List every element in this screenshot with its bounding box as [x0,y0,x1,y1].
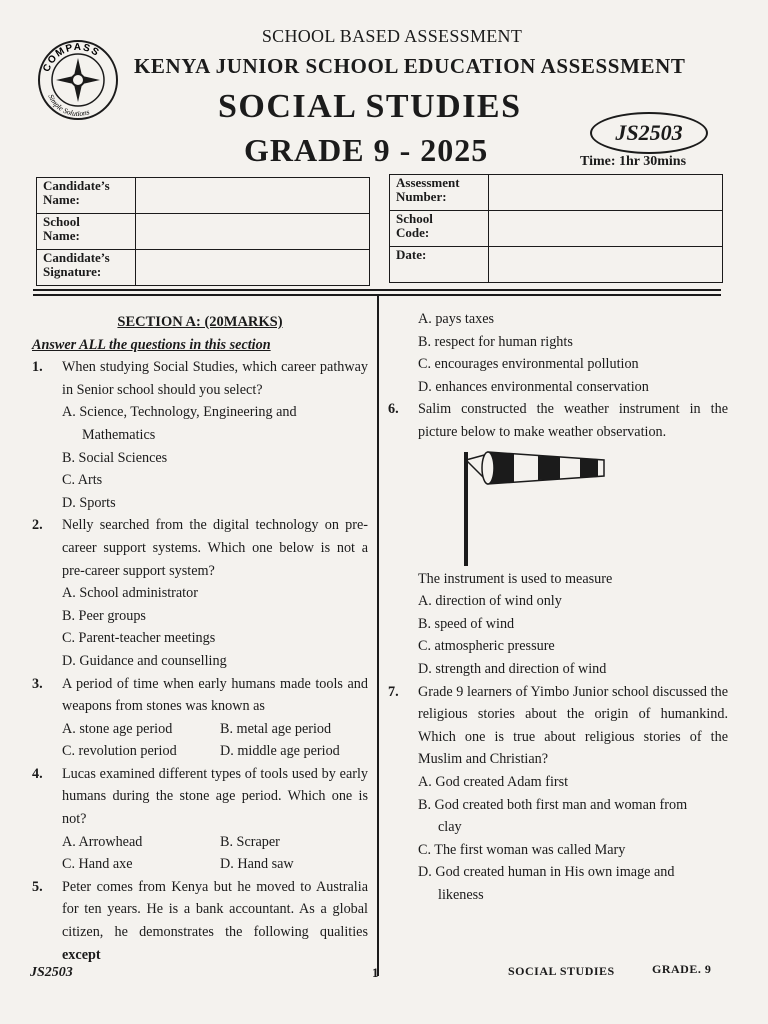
time-allowed: Time: 1hr 30mins [580,154,687,169]
options-row [32,853,368,876]
question-stem: The instrument is used to measure [418,570,613,587]
footer-subject: SOCIAL STUDIES [508,964,615,978]
question-5 [32,876,368,966]
school-code-field[interactable] [489,211,723,247]
option-b: B. God created both first man and woman from clay [418,796,688,836]
options-row [32,718,368,741]
field-label: Candidate’s Name: [37,178,136,214]
option-b: B. Social Sciences [62,449,168,466]
question-text: Salim constructed the weather instrument in the picture below to make weather observation. [418,401,728,440]
option-c: C. Parent-teacher meetings [62,630,216,647]
question-number: 1. [32,359,43,376]
section-instruction: Answer ALL the questions in this section [32,336,271,353]
option-c: C. atmospheric pressure [418,638,555,655]
question-number: 3. [32,675,43,692]
question-7 [388,681,728,771]
option-c: C. Arts [62,472,103,489]
signature-row [37,250,370,286]
question-2 [32,514,368,582]
option-b: B. Scraper [220,833,280,850]
subject-title: SOCIAL STUDIES [218,88,522,125]
option-a: A. God created Adam first [418,773,569,790]
question-number: 5. [32,878,43,895]
question-4 [32,763,368,831]
question-number: 4. [32,765,43,782]
option-a: A. Arrowhead [62,833,143,850]
option-c: C. Hand axe [62,856,133,873]
question-text: A period of time when early humans made tools and weapons from stones was known as [62,675,368,715]
options-row [32,740,368,763]
option-a: A. Science, Technology, Engineering and Mathematics [62,404,297,443]
school-name-row [37,214,370,250]
candidate-info-table [36,177,370,286]
school-name-field[interactable] [136,214,370,250]
option-c: C. encourages environmental pollution [418,356,639,373]
right-column [388,308,728,906]
column-divider [377,296,379,976]
option-c: C. The first woman was called Mary [418,841,626,858]
grade-year: GRADE 9 - 2025 [244,132,489,168]
footer-paper-code: JS2503 [30,965,73,980]
option-b: B. Peer groups [62,607,146,624]
option-d: D. Guidance and counselling [62,652,227,669]
field-label: Assessment Number: [390,175,489,211]
assessment-number-field[interactable] [489,175,723,211]
footer-grade: GRADE. 9 [652,962,712,976]
field-label: School Code: [390,211,489,247]
question-text: Grade 9 learners of Yimbo Junior school discussed the religious stories about the origin of humankind. Which one is true about religious stories of the Muslim and Christian? [418,683,728,768]
section-title: SECTION A: (20MARKS) [117,314,283,330]
question-text: Peter comes from Kenya but he moved to Australia for ten years. He is a bank accountant. As a global citizen, he demonstrates the following qualities [62,878,368,941]
candidate-name-row [37,178,370,214]
option-a: A. direction of wind only [418,593,562,610]
organization-title: KENYA JUNIOR SCHOOL EDUCATION ASSESSMENT [134,54,686,78]
question-6 [388,398,728,443]
option-a: A. pays taxes [418,311,495,327]
compass-logo [36,38,120,122]
field-label: School Name: [37,214,136,250]
question-text: When studying Social Studies, which career pathway in Senior school should you select? [62,359,368,398]
school-code-row [390,211,723,247]
assessment-type: SCHOOL BASED ASSESSMENT [261,26,523,46]
svg-text:COMPASS: COMPASS [41,41,102,74]
divider [33,289,721,291]
option-a: A. School administrator [62,585,198,602]
svg-text:Simple Solutions: Simple Solutions [46,92,91,119]
paper-code-badge: JS2503 [590,112,708,154]
question-text: Nelly searched from the digital technology on pre-career support systems. Which one below is not a pre-career support system? [62,517,368,579]
option-d: D. God created human in His own image and likeness [418,864,675,903]
date-field[interactable] [489,247,723,283]
field-label: Candidate’s Signature: [37,250,136,286]
option-d: D. strength and direction of wind [418,660,607,677]
option-d: D. middle age period [220,743,340,760]
option-b: B. metal age period [220,720,332,737]
left-column [32,311,368,966]
page-number: 1 [372,965,379,980]
option-b: B. respect for human rights [418,333,573,350]
signature-field[interactable] [136,250,370,286]
date-row [390,247,723,283]
windsock-figure [388,444,728,568]
option-b: B. speed of wind [418,615,515,632]
question-1 [32,356,368,401]
option-d: D. enhances environmental conservation [418,378,649,395]
assessment-info-table [389,174,723,283]
field-label: Date: [390,247,489,283]
windsock-icon [448,446,608,568]
question-text: Lucas examined different types of tools used by early humans during the stone age period. Which one is not? [62,765,368,828]
option-c: C. revolution period [62,743,177,760]
option-a: A. stone age period [62,720,173,737]
question-number: 6. [388,401,399,418]
option-d: D. Sports [62,494,116,511]
candidate-name-field[interactable] [136,178,370,214]
question-number: 2. [32,517,43,534]
assessment-number-row [390,175,723,211]
options-row [32,831,368,854]
question-number: 7. [388,683,399,700]
question-emphasis: except [62,946,101,963]
question-3 [32,673,368,718]
option-d: D. Hand saw [220,856,294,873]
